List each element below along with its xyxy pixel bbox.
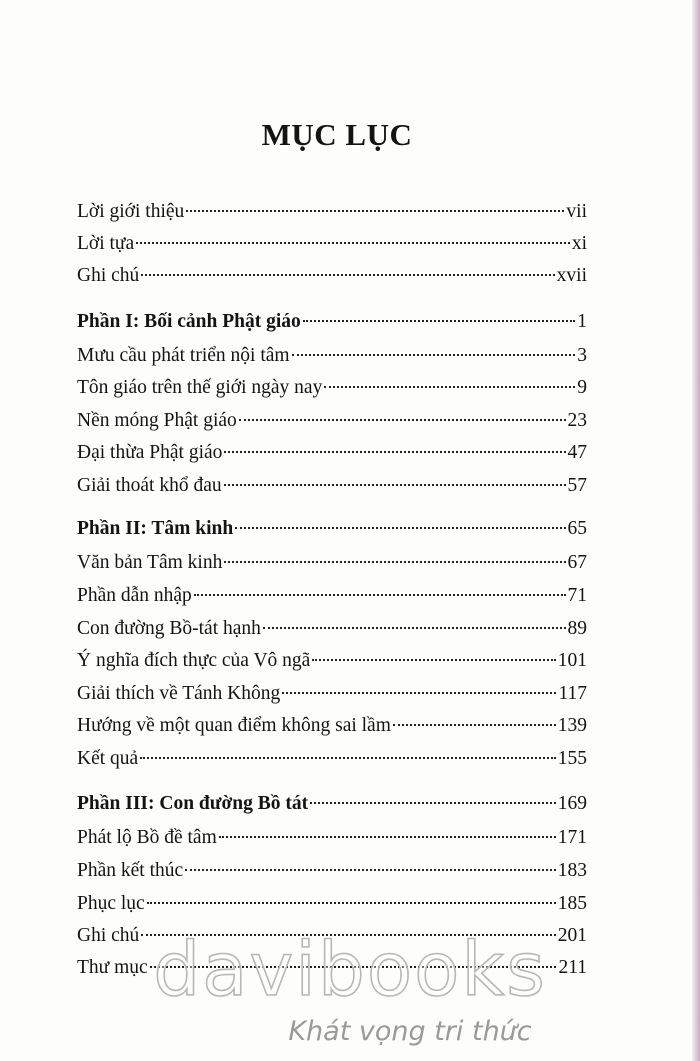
toc-section[interactable] (77, 309, 587, 335)
dot-leader (393, 723, 556, 726)
toc-entry-label: Hướng về một quan điểm không sai lầm (77, 715, 391, 736)
toc-entry[interactable] (77, 955, 587, 981)
dot-leader (140, 756, 556, 759)
toc-entry[interactable] (77, 199, 587, 225)
toc-entry[interactable] (77, 375, 587, 401)
dot-leader (147, 901, 556, 904)
watermark-logo: davibooks (153, 927, 547, 1013)
dot-leader (292, 353, 576, 356)
dot-leader (141, 273, 554, 276)
toc-entry-label: Thư mục (77, 957, 148, 978)
dot-leader (224, 483, 566, 486)
dot-leader (312, 658, 555, 661)
toc-entry[interactable] (77, 616, 587, 642)
dot-leader (186, 209, 564, 212)
dot-leader (263, 626, 566, 629)
toc-entry[interactable] (77, 891, 587, 917)
dot-leader (282, 691, 556, 694)
dot-leader (239, 418, 566, 421)
toc-entry[interactable] (77, 713, 587, 739)
toc-entry-page: 185 (557, 893, 587, 914)
toc-entry-page: 47 (567, 442, 587, 463)
toc-entry-label: Phần kết thúc (77, 860, 184, 881)
dot-leader (150, 965, 557, 968)
toc-entry[interactable] (77, 923, 587, 949)
dot-leader (136, 241, 570, 244)
toc-entry[interactable] (77, 746, 587, 772)
toc-entry[interactable] (77, 550, 587, 576)
toc-section-page: 65 (567, 518, 587, 539)
toc-entry[interactable] (77, 263, 587, 289)
toc-entry-label: Tôn giáo trên thế giới ngày nay (77, 377, 323, 398)
toc-section-page: 1 (577, 311, 587, 332)
toc-entry[interactable] (77, 343, 587, 369)
toc-section-label: Phần III: Con đường Bồ tát (77, 793, 309, 814)
toc-entry-page: 67 (567, 552, 587, 573)
toc-entry-page: 201 (557, 925, 587, 946)
toc-entry-page: 139 (557, 715, 587, 736)
toc-entry[interactable] (77, 825, 587, 851)
toc-entry[interactable] (77, 231, 587, 257)
toc-entry-label: Ghi chú (77, 925, 140, 946)
toc-entry-label: Giải thoát khổ đau (77, 475, 222, 496)
toc-section[interactable] (77, 516, 587, 542)
toc-entry-label: Ý nghĩa đích thực của Vô ngã (77, 650, 311, 671)
toc-entry-page: xi (571, 233, 587, 254)
toc-section-page: 169 (557, 793, 587, 814)
toc-entry-label: Lời tựa (77, 233, 135, 254)
toc-entry[interactable] (77, 440, 587, 466)
toc-entry-label: Văn bản Tâm kinh (77, 552, 223, 573)
toc-entry-page: 171 (557, 827, 587, 848)
toc-entry[interactable] (77, 408, 587, 434)
toc-entry-page: 117 (558, 683, 587, 704)
dot-leader (303, 319, 576, 322)
toc-entry-page: xvii (556, 265, 587, 286)
watermark-tagline: Khát vọng tri thức (288, 1016, 532, 1047)
page-edge (692, 0, 700, 1061)
toc-entry-label: Con đường Bồ-tát hạnh (77, 618, 261, 639)
toc-entry-page: 211 (558, 957, 587, 978)
dot-leader (141, 933, 555, 936)
toc-section-label: Phần I: Bối cảnh Phật giáo (77, 311, 301, 332)
toc-entry-page: 183 (557, 860, 587, 881)
toc-entry-label: Đại thừa Phật giáo (77, 442, 223, 463)
toc-entry-label: Lời giới thiệu (77, 201, 185, 222)
toc-entry-page: 71 (567, 585, 587, 606)
dot-leader (194, 593, 566, 596)
dot-leader (324, 385, 575, 388)
toc-entry[interactable] (77, 858, 587, 884)
toc-entry-label: Kết quả (77, 748, 139, 769)
toc-entry-label: Phục lục (77, 893, 145, 914)
toc-entry-label: Phát lộ Bồ đề tâm (77, 827, 217, 848)
dot-leader (185, 868, 556, 871)
toc-entry[interactable] (77, 681, 587, 707)
toc-entry-label: Ghi chú (77, 265, 140, 286)
dot-leader (310, 801, 556, 804)
page-title: MỤC LỤC (261, 117, 413, 152)
toc-entry-label: Giải thích về Tánh Không (77, 683, 281, 704)
toc-entry-page: 3 (577, 345, 587, 366)
toc-entry-label: Phần dẫn nhập (77, 585, 192, 606)
toc-entry[interactable] (77, 473, 587, 499)
dot-leader (224, 450, 565, 453)
dot-leader (235, 526, 565, 529)
toc-entry[interactable] (77, 583, 587, 609)
toc-entry-page: 101 (557, 650, 587, 671)
toc-entry-label: Mưu cầu phát triển nội tâm (77, 345, 290, 366)
toc-entry-page: vii (566, 201, 587, 222)
dot-leader (219, 835, 556, 838)
toc-entry-page: 89 (567, 618, 587, 639)
toc-entry-page: 9 (577, 377, 587, 398)
toc-entry-page: 23 (567, 410, 587, 431)
toc-entry-page: 57 (567, 475, 587, 496)
toc-section-label: Phần II: Tâm kinh (77, 518, 234, 539)
toc-section[interactable] (77, 791, 587, 817)
toc-entry-page: 155 (557, 748, 587, 769)
dot-leader (224, 560, 565, 563)
toc-entry-label: Nền móng Phật giáo (77, 410, 237, 431)
toc-entry[interactable] (77, 648, 587, 674)
